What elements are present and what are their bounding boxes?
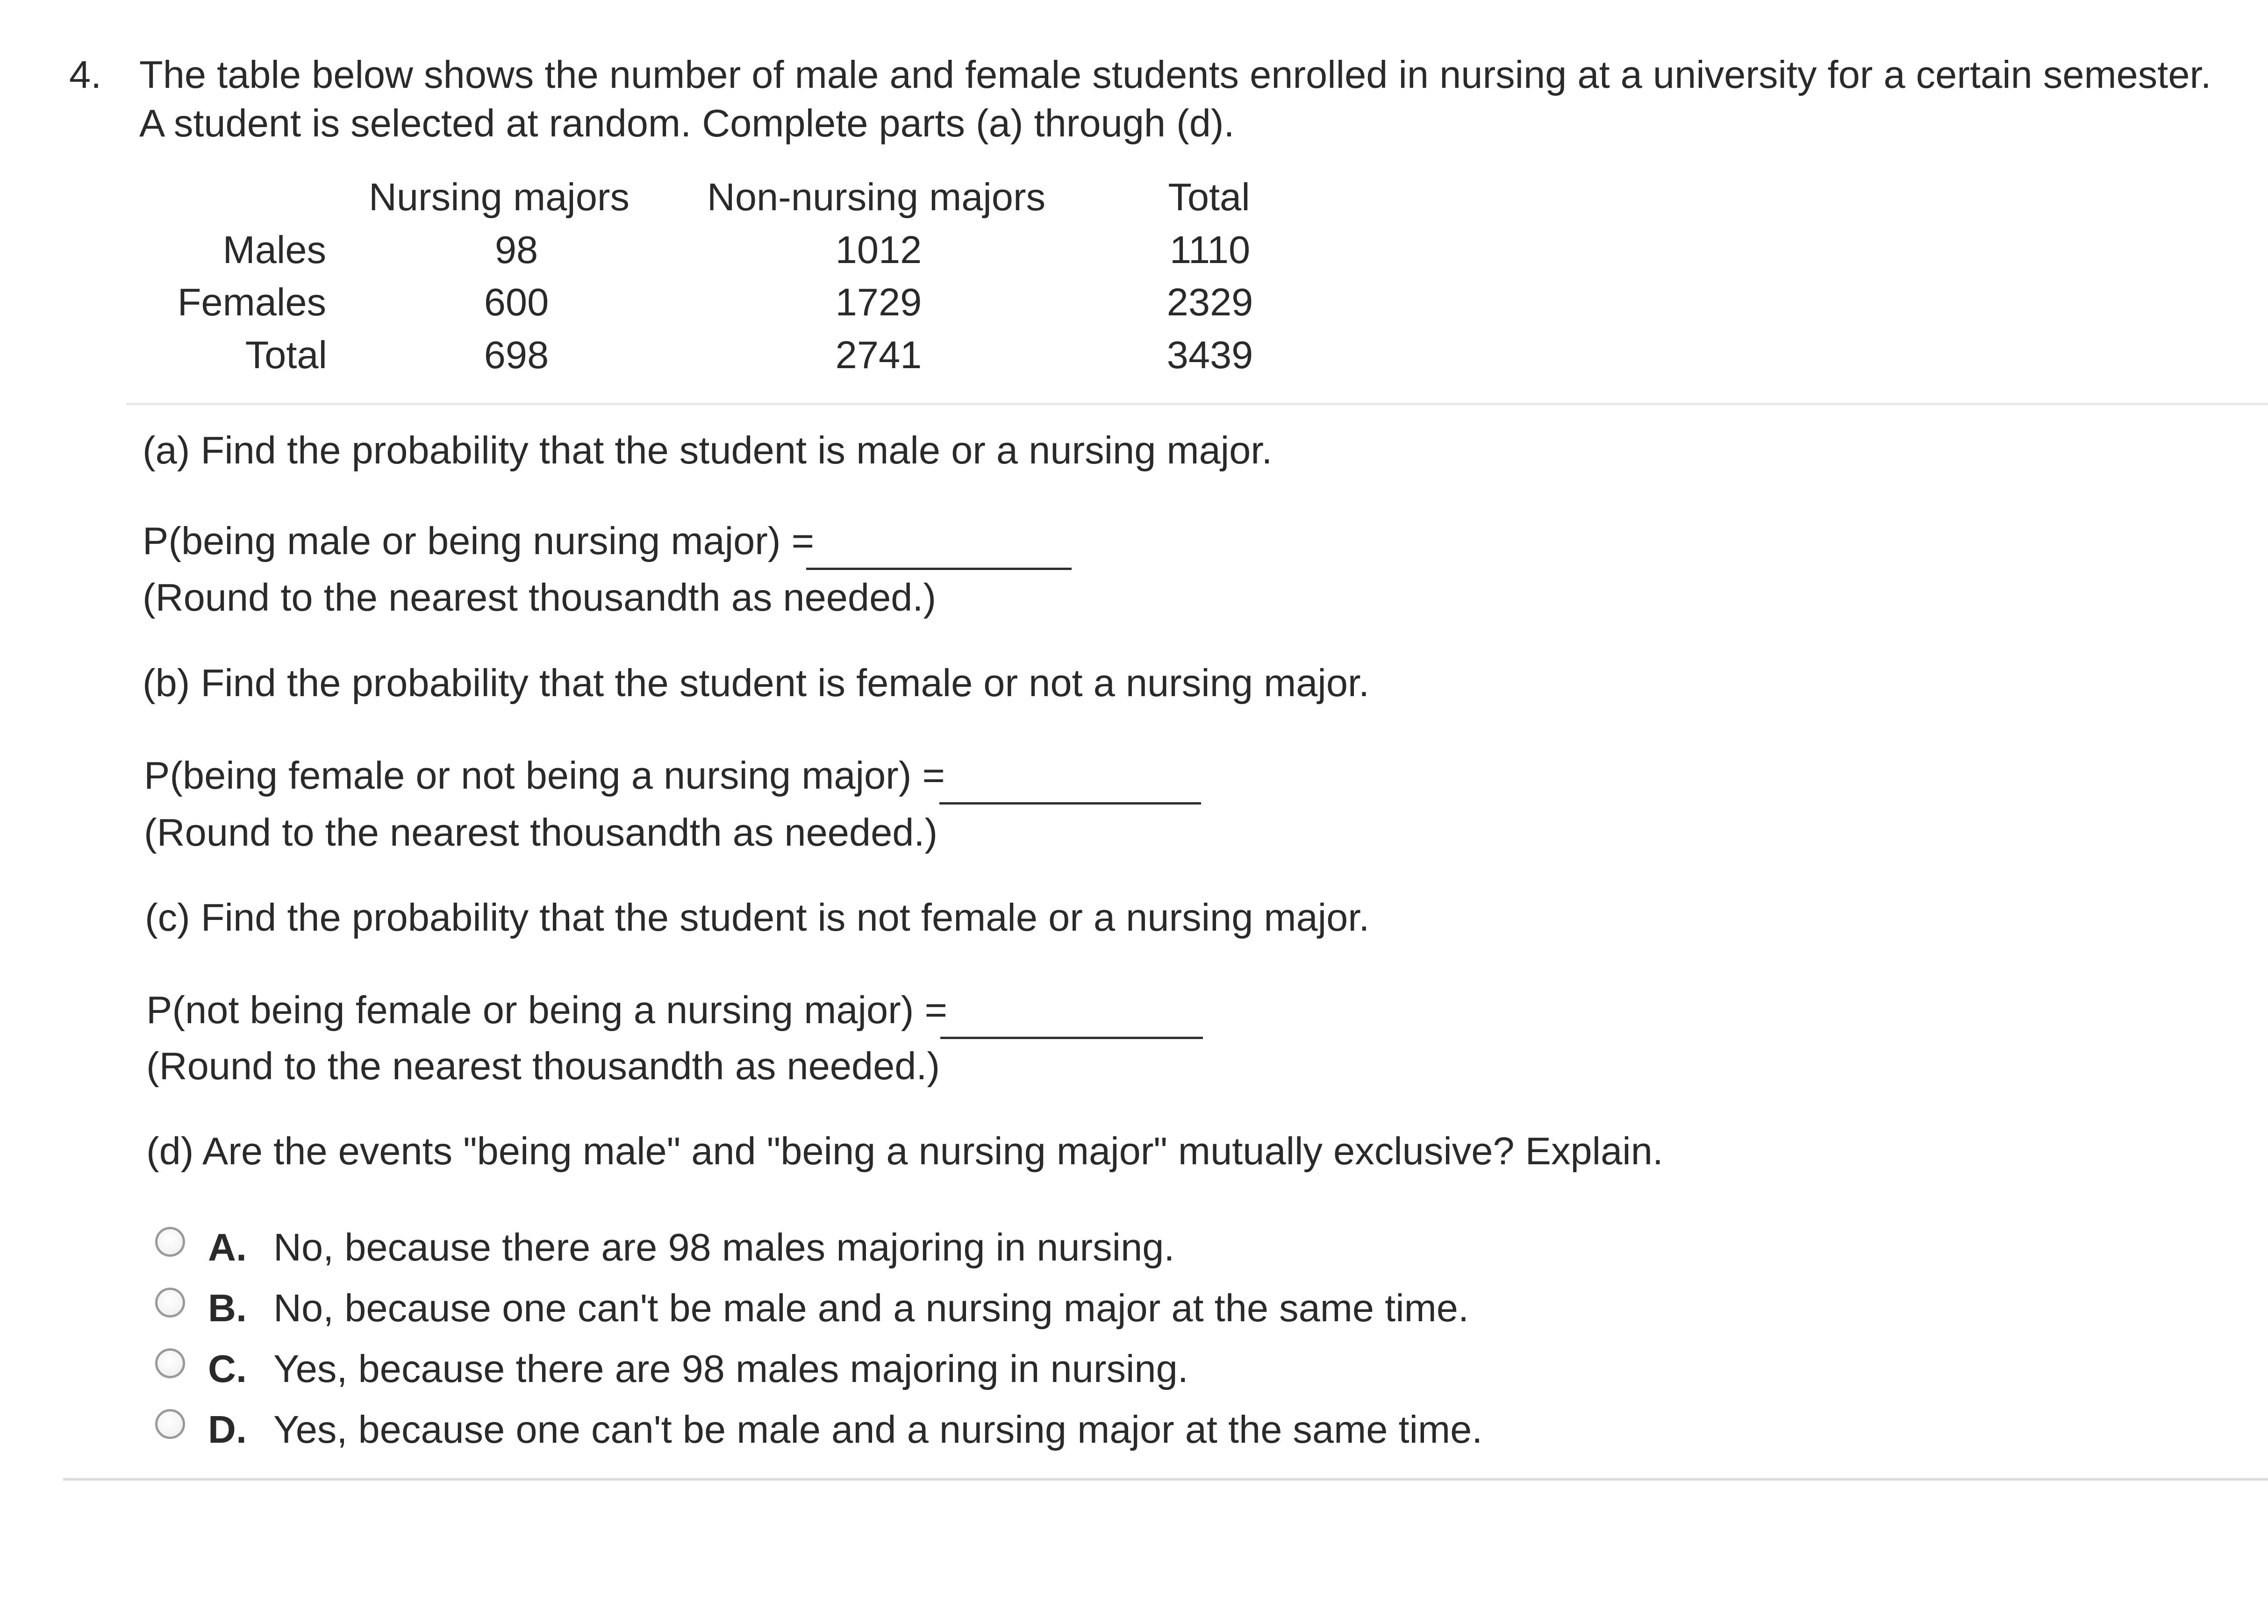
part-c-expression: P(not being female or being a nursing major) = [146,988,947,1032]
table-header-total: Total [1168,175,1250,219]
option-letter: C. [208,1347,247,1390]
table-row-label: Males [222,228,326,271]
table-row-label: Total [245,333,327,377]
table-cell: 3439 [1166,333,1253,377]
table-cell: 2741 [835,333,922,377]
question-number: 4. [69,53,102,96]
table-cell: 1012 [835,228,922,271]
part-b-expression: P(being female or not being a nursing major) = [144,754,945,797]
table-cell: 600 [484,280,549,324]
option-text: Yes, because one can't be male and a nursing major at the same time. [273,1408,1483,1451]
part-c-prompt: (c) Find the probability that the student is not female or a nursing major. [145,896,1370,939]
option-letter: D. [208,1408,247,1451]
table-header-non-nursing: Non-nursing majors [707,175,1046,219]
table-cell: 1110 [1169,228,1251,271]
divider [126,403,2268,405]
option-letter: B. [208,1286,247,1330]
table-cell: 98 [494,228,538,271]
table-cell: 698 [484,333,549,377]
option-text: No, because there are 98 males majoring in nursing. [273,1225,1175,1269]
table-cell: 2329 [1166,280,1253,324]
part-a-answer-field[interactable] [806,528,1072,570]
table-header-nursing: Nursing majors [368,175,630,219]
table-cell: 1729 [835,280,922,324]
radio-button[interactable] [155,1409,185,1439]
part-a-expression: P(being male or being nursing major) = [143,519,815,563]
part-b-prompt: (b) Find the probability that the student is female or not a nursing major. [143,661,1370,705]
question-stem-line2: A student is selected at random. Complete parts (a) through (d). [139,101,1235,145]
part-c-answer-field[interactable] [940,997,1203,1039]
part-d-prompt: (d) Are the events "being male" and "being a nursing major" mutually exclusive? Explain. [146,1129,1663,1173]
part-a-prompt: (a) Find the probability that the student is male or a nursing major. [143,428,1273,472]
radio-button[interactable] [155,1227,185,1257]
option-text: Yes, because there are 98 males majoring in nursing. [273,1347,1188,1390]
part-a-note: (Round to the nearest thousandth as needed.) [143,576,937,619]
radio-button[interactable] [155,1288,185,1318]
radio-button[interactable] [155,1348,185,1378]
part-c-note: (Round to the nearest thousandth as needed.) [146,1044,940,1088]
part-b-note: (Round to the nearest thousandth as needed.) [144,811,938,854]
divider [63,1478,2268,1481]
part-b-answer-field[interactable] [939,762,1201,805]
question-stem-line1: The table below shows the number of male and female students enrolled in nursing at a university for a certain semester. [139,53,2211,96]
option-text: No, because one can't be male and a nursing major at the same time. [273,1286,1469,1330]
enrollment-table [140,175,1262,383]
table-row-label: Females [177,280,326,324]
option-letter: A. [208,1225,247,1269]
